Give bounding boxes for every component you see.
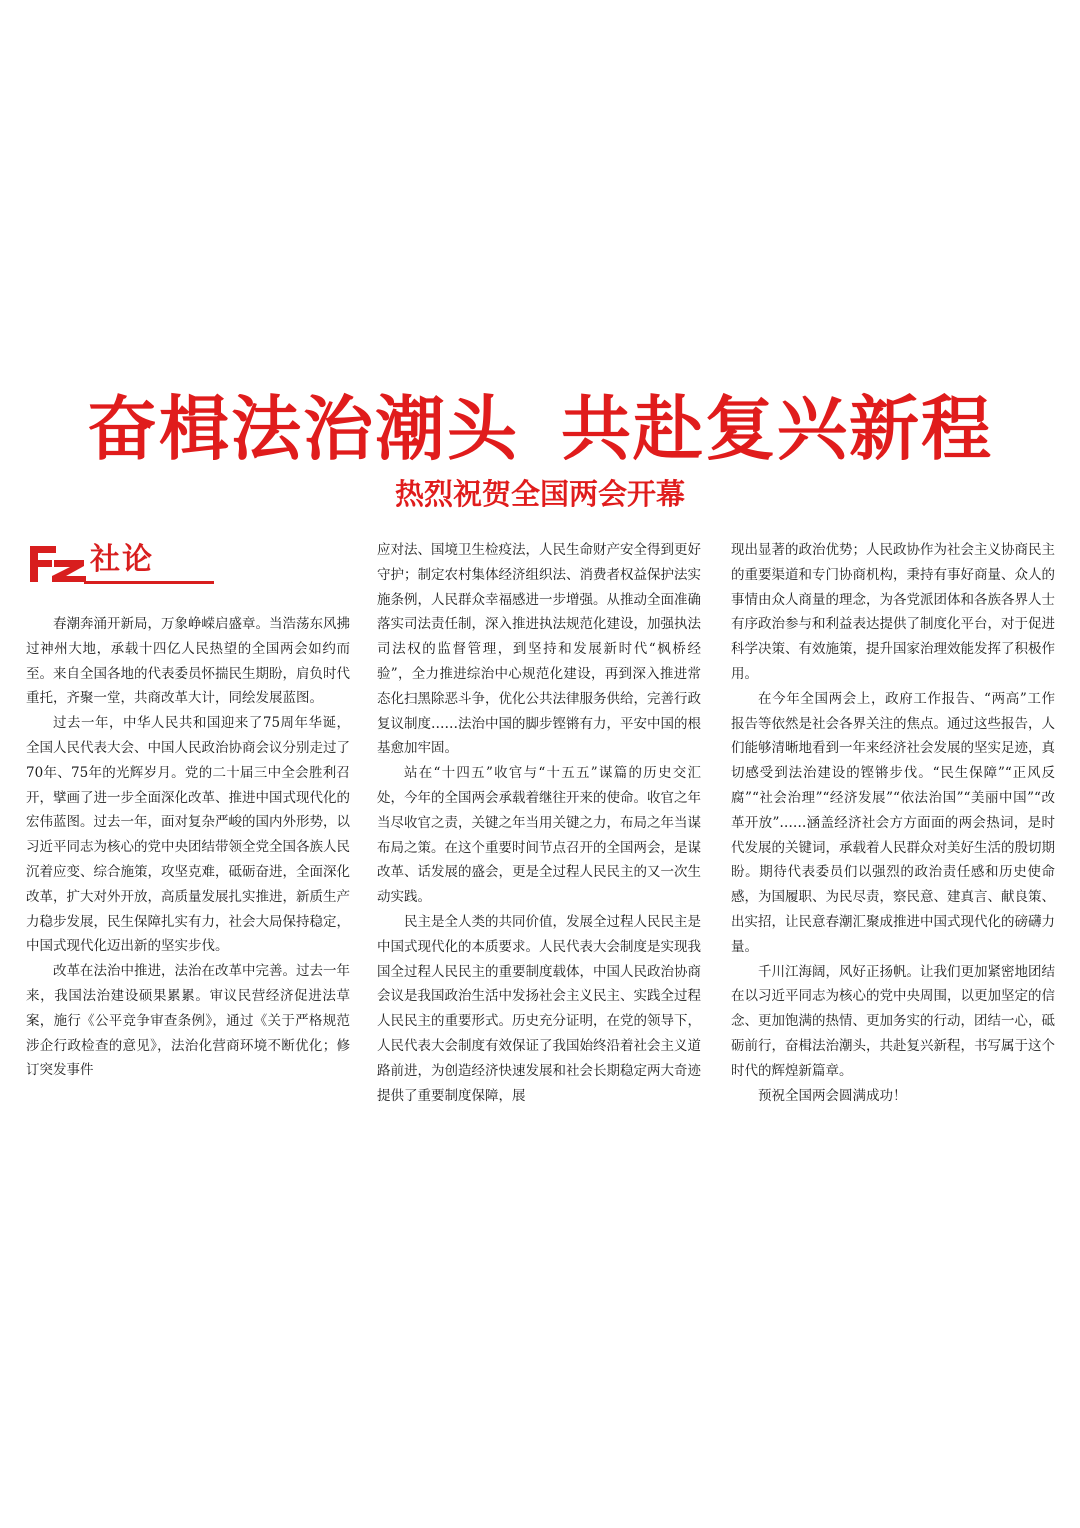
article-column-1 bbox=[26, 612, 350, 1180]
article-column-3 bbox=[731, 538, 1055, 1180]
editorial-label-underline bbox=[84, 581, 214, 584]
article-closing-line: 预祝全国两会圆满成功！ bbox=[758, 1087, 907, 1104]
editorial-label: 社论 bbox=[90, 542, 154, 577]
article-paragraph: 改革在法治中推进，法治在改革中完善。过去一年来，我国法治建设硕果累累。审议民营经济促进法草案，施行《公平竞争审查条例》，通过《关于严格规范涉企行政检查的意见》，法治化营商环境不断优化；修订突发事件 bbox=[26, 963, 350, 1079]
fz-logo-icon bbox=[28, 540, 88, 584]
headline-part-2: 共赴复兴新程 bbox=[561, 387, 993, 470]
editorial-column-logo bbox=[28, 540, 188, 586]
article-paragraph: 过去一年，中华人民共和国迎来了75周年华诞，全国人民代表大会、中国人民政治协商会议分别走过了70年、75年的光辉岁月。党的二十届三中全会胜利召开，擘画了进一步全面深化改革、推进中国式现代化的宏伟蓝图。过去一年，面对复杂严峻的国内外形势，以习近平同志为核心的党中央团结带领全党全国各族人民沉着应变、综合施策，攻坚克难，砥砺奋进，全面深化改革，扩大对外开放，高质量发展扎实推进，新质生产力稳步发展，民生保障扎实有力，社会大局保持稳定，中国式现代化迈出新的坚实步伐。 bbox=[26, 715, 350, 955]
article-paragraph-continued: 现出显著的政治优势；人民政协作为社会主义协商民主的重要渠道和专门协商机构，秉持有事好商量、众人的事情由众人商量的理念，为各党派团体和各族各界人士有序政治参与和利益表达提供了制度化平台，对于促进科学决策、有效施策，提升国家治理效能发挥了积极作用。 bbox=[731, 542, 1055, 682]
article-column-2 bbox=[377, 538, 701, 1180]
headline bbox=[0, 384, 1080, 474]
article-paragraph: 千川江海阔，风好正扬帆。让我们更加紧密地团结在以习近平同志为核心的党中央周围，以更加坚定的信念、更加饱满的热情、更加务实的行动，团结一心，砥砺前行，奋楫法治潮头，共赴复兴新程，书写属于这个时代的辉煌新篇章。 bbox=[731, 963, 1055, 1079]
article-paragraph: 春潮奔涌开新局，万象峥嵘启盛章。当浩荡东风拂过神州大地，承载十四亿人民热望的全国两会如约而至。来自全国各地的代表委员怀揣民生期盼，肩负时代重托，齐聚一堂，共商改革大计，同绘发展蓝图。 bbox=[26, 616, 350, 707]
article-paragraph: 民主是全人类的共同价值，发展全过程人民民主是中国式现代化的本质要求。人民代表大会制度是实现我国全过程人民民主的重要制度载体，中国人民政治协商会议是我国政治生活中发扬社会主义民主、实践全过程人民民主的重要形式。历史充分证明，在党的领导下，人民代表大会制度有效保证了我国始终沿着社会主义道路前进，为创造经济快速发展和社会长期稳定两大奇迹提供了重要制度保障，展 bbox=[377, 913, 701, 1104]
article-paragraph: 在今年全国两会上，政府工作报告、“两高”工作报告等依然是社会各界关注的焦点。通过这些报告，人们能够清晰地看到一年来经济社会发展的坚实足迹，真切感受到法治建设的铿锵步伐。“民生保障”“正风反腐”“社会治理”“经济发展”“依法治国”“美丽中国”“改革开放”……涵盖经济社会方方面面的两会热词，是时代发展的关键词，承载着人民群众对美好生活的殷切期盼。期待代表委员们以强烈的政治责任感和历史使命感，为国履职、为民尽责，察民意、建真言、献良策、出实招，让民意春潮汇聚成推进中国式现代化的磅礴力量。 bbox=[731, 690, 1055, 955]
headline-part-1: 奋楫法治潮头 bbox=[87, 387, 519, 470]
subhead: 热烈祝贺全国两会开幕 bbox=[394, 477, 685, 511]
article-paragraph: 站在“十四五”收官与“十五五”谋篇的历史交汇处，今年的全国两会承载着继往开来的使命。收官之年当尽收官之责，关键之年当用关键之力，布局之年当谋布局之策。在这个重要时间节点召开的全国两会，是谋改革、话发展的盛会，更是全过程人民民主的又一次生动实践。 bbox=[377, 765, 701, 906]
article-paragraph-continued: 应对法、国境卫生检疫法，人民生命财产安全得到更好守护；制定农村集体经济组织法、消费者权益保护法实施条例，人民群众幸福感进一步增强。从推动全面准确落实司法责任制，深入推进执法规范化建设，加强执法司法权的监督管理，到坚持和发展新时代“枫桥经验”，全力推进综治中心规范化建设，再到深入推进常态化扫黑除恶斗争，优化公共法律服务供给，完善行政复议制度……法治中国的脚步铿锵有力，平安中国的根基愈加牢固。 bbox=[377, 542, 701, 757]
